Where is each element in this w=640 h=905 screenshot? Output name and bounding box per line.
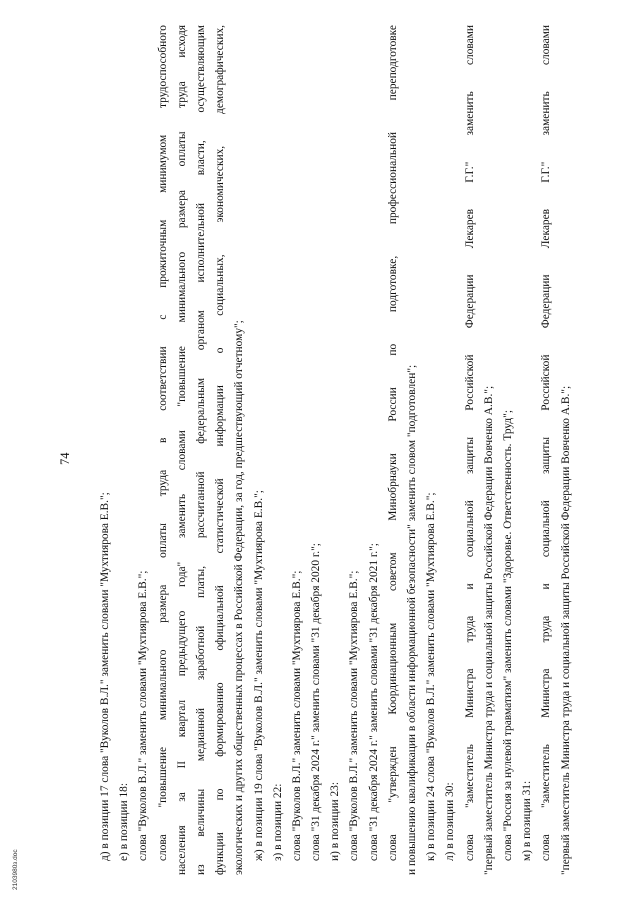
text-line: "первый заместитель Министра труда и социальной защиты Российской Федерации Вовченко А.В.";: [559, 385, 572, 875]
text-line: к) в позиции 24 слова "Вуколов В.Л." заменить словами "Мухтиярова Е.В.";: [425, 492, 438, 861]
text-line: слова "Вуколов В.Л." заменить словами "Мухтиярова Е.В.";: [348, 570, 361, 861]
text-line: и) в позиции 23:: [329, 781, 342, 861]
text-line: слова "повышение минимального размера оплаты труда в соответствии с прожиточным минимумом трудоспособного: [156, 25, 169, 861]
text-line: слова "Вуколов В.Л." заменить словами "Мухтиярова Е.В.";: [290, 570, 303, 861]
rotated-text-block: [58, 25, 576, 875]
text-line: и повышению квалификации в области информационной безопасности" заменить словом "подготовлен";: [406, 364, 418, 875]
page-number: 74: [58, 452, 72, 465]
text-line: экологических и других общественных процессах в Российской Федерации, за год, предшествующий отчетному";: [233, 320, 246, 875]
text-line: слова "утвержден Координационным советом Минобрнауки России по подготовке, профессиональной переподготовке: [386, 25, 399, 861]
text-line: слова "Вуколов В.Л." заменить словами "Мухтиярова Е.В.";: [137, 570, 150, 861]
text-line: слова "31 декабря 2024 г." заменить словами "31 декабря 2021 г.";: [367, 543, 380, 861]
text-line: слова "заместитель Министра труда и социальной защиты Российской Федерации Лекарев Г.Г." заменить словами: [463, 25, 476, 861]
text-line: е) в позиции 18:: [118, 783, 131, 861]
text-line: л) в позиции 30:: [444, 782, 457, 861]
text-line: д) в позиции 17 слова "Вуколов В.Л." заменить словами "Мухтиярова Е.В.";: [99, 492, 111, 861]
file-footer: 2103980з.doc: [12, 849, 19, 890]
text-line: м) в позиции 31:: [521, 780, 534, 861]
text-line: "первый заместитель Министра труда и социальной защиты Российской Федерации Вовченко А.В.";: [482, 385, 495, 875]
text-line: из величины медианной заработной платы, рассчитанной федеральным органом исполнительной власти, осуществляющим: [194, 25, 207, 875]
text-line: населения за II квартал предыдущего года" заменить словами "повышение минимального размера оплаты труда исходя: [175, 25, 188, 875]
text-line: з) в позиции 22:: [271, 783, 284, 861]
text-line: слова "заместитель Министра труда и социальной защиты Российской Федерации Лекарев Г.Г." заменить словами: [540, 25, 553, 861]
text-line: слова "31 декабря 2024 г." заменить словами "31 декабря 2020 г.";: [310, 543, 323, 861]
text-line: слова "Россия за нулевой травматизм" заменить словами "Здоровье. Ответственность. Труд";: [501, 410, 514, 861]
body-text: [96, 25, 576, 875]
text-line: функции по формированию официальной статистической информации о социальных, экономических, демографических,: [214, 25, 227, 875]
text-line: ж) в позиции 19 слова "Вуколов В.Л." заменить словами "Мухтиярова Е.В.";: [252, 490, 265, 861]
